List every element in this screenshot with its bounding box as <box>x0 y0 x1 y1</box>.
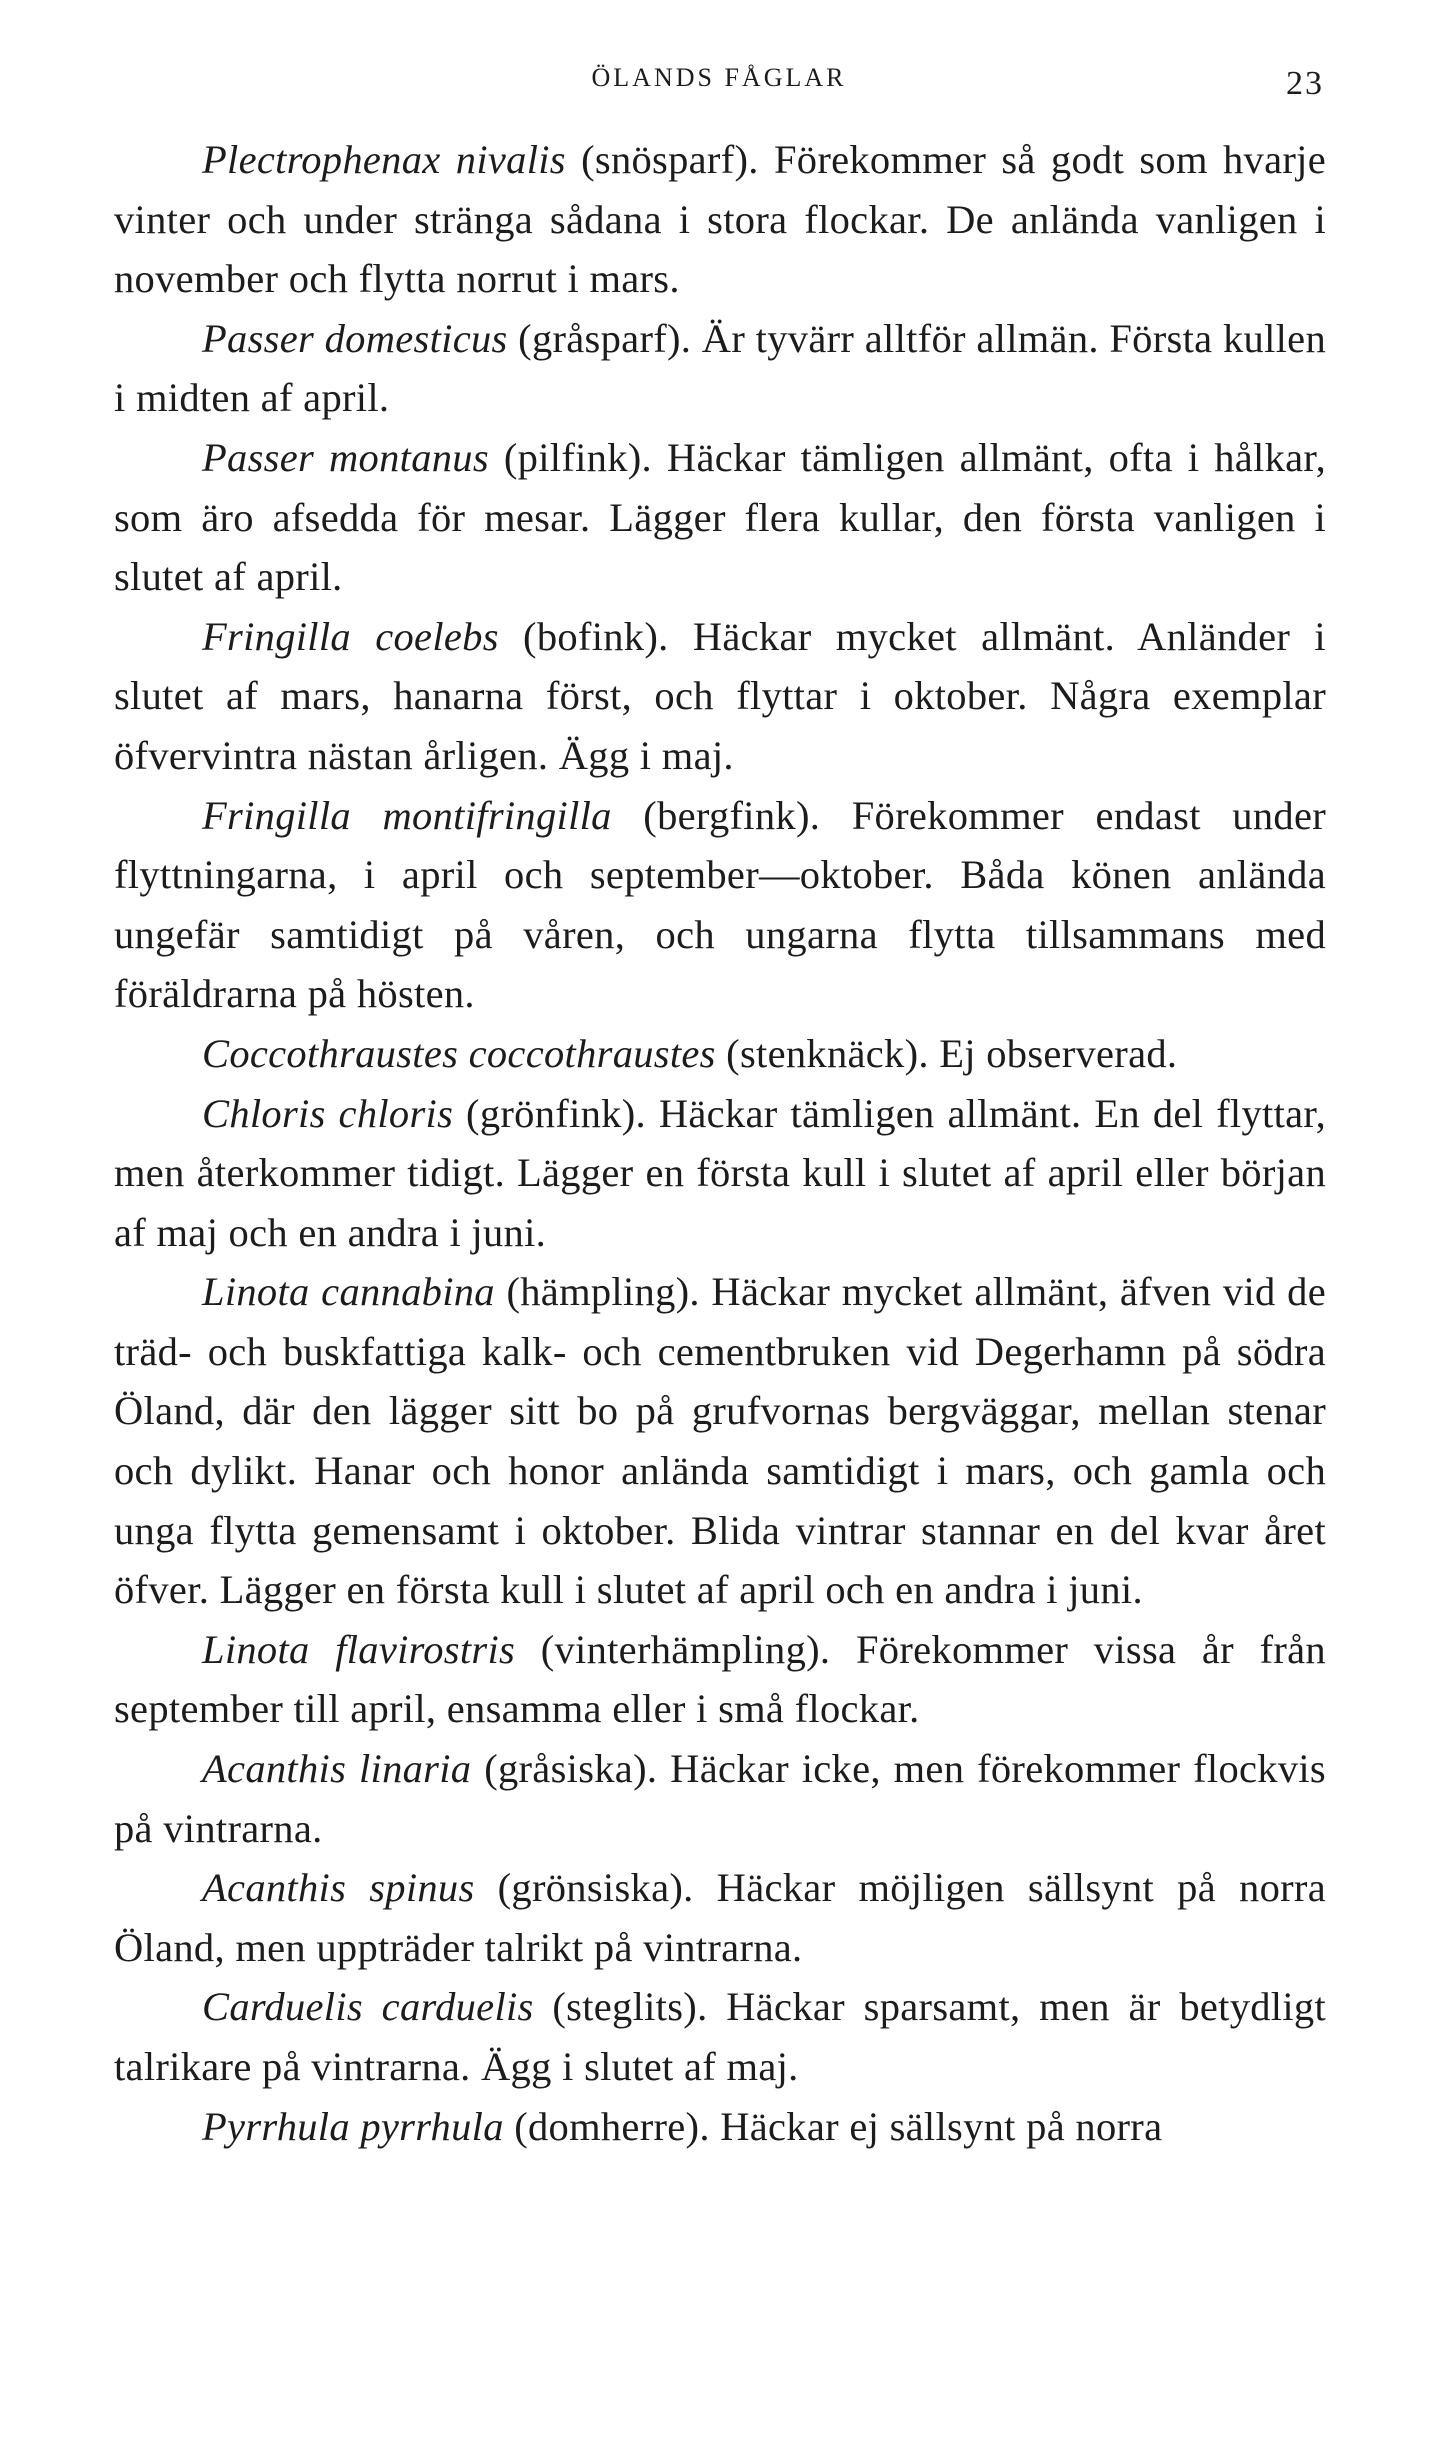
species-description: (hämpling). Häckar mycket allmänt, äfven vid de träd- och buskfattiga kalk- och cementbruken vid Degerhamn på södra Öland, där den lägger sitt bo på grufvornas bergväggar, mellan stenar och dylikt. Hanar och honor anlända samtidigt i mars, och gamla och unga flytta gemensamt i oktober. Blida vintrar stannar en del kvar året öfver. Lägger en första kull i slutet af april och en andra i juni. <box>114 1269 1326 1613</box>
species-name: Passer montanus <box>202 434 489 480</box>
species-name: Passer domesticus <box>202 315 508 361</box>
species-name: Acanthis spinus <box>202 1865 475 1911</box>
species-description: (vinterhämpling). Förekommer vissa år från september till april, ensamma eller i små flockar. <box>114 1626 1326 1732</box>
species-entry <box>114 1739 1326 1858</box>
species-name: Carduelis carduelis <box>202 1984 534 2030</box>
species-name: Acanthis linaria <box>202 1746 472 1792</box>
species-entry <box>114 1620 1326 1739</box>
species-name: Chloris chloris <box>202 1090 454 1136</box>
body-text <box>114 130 1326 2156</box>
running-head <box>0 58 1438 102</box>
species-entry <box>114 1084 1326 1263</box>
running-title: ÖLANDS FÅGLAR <box>591 63 847 92</box>
species-description: (steglits). Häckar sparsamt, men är betydligt talrikare på vintrarna. Ägg i slutet af maj. <box>114 1984 1327 2089</box>
species-description: (stenknäck). Ej observerad. <box>715 1030 1178 1076</box>
species-description: (pilfink). Häckar tämligen allmänt, ofta i hålkar, som äro afsedda för mesar. Lägger flera kullar, den första vanligen i slutet af april. <box>114 434 1326 600</box>
page-number: 23 <box>1286 65 1324 102</box>
species-description: (grönsiska). Häckar möjligen sällsynt på norra Öland, men uppträder talrikt på vintrarna. <box>114 1865 1326 1970</box>
species-name: Plectrophenax nivalis <box>202 137 566 182</box>
species-entry <box>114 428 1326 607</box>
species-entry <box>114 1024 1326 1084</box>
species-name: Linota cannabina <box>202 1269 495 1315</box>
species-entry <box>114 786 1326 1024</box>
species-entry <box>114 130 1326 309</box>
species-description: (gråsiska). Häckar icke, men förekommer flockvis på vintrarna. <box>114 1746 1326 1851</box>
species-name: Fringilla coelebs <box>202 613 499 659</box>
species-entry <box>114 1262 1326 1620</box>
species-entry <box>114 1977 1326 2096</box>
species-name: Pyrrhula pyrrhula <box>202 2103 504 2149</box>
species-name: Linota flavirostris <box>202 1626 516 1672</box>
species-name: Fringilla montifringilla <box>202 792 612 838</box>
species-description: (domherre). Häckar ej sällsynt på norra <box>503 2103 1163 2149</box>
species-entry <box>114 2097 1326 2157</box>
species-description: (snösparf). Förekommer så godt som hvarje vinter och under stränga sådana i stora flockar. De anlända vanligen i november och flytta norrut i mars. <box>114 137 1326 302</box>
species-name: Coccothraustes coccothraustes <box>202 1030 716 1076</box>
species-entry <box>114 309 1326 428</box>
species-description: (gråsparf). Är tyvärr alltför allmän. Första kullen i midten af april. <box>114 315 1327 421</box>
species-description: (bofink). Häckar mycket allmänt. Anländer i slutet af mars, hanarna först, och flyttar i oktober. Några exemplar öfvervintra nästan årligen. Ägg i maj. <box>114 613 1326 778</box>
species-entry <box>114 1858 1326 1977</box>
species-entry <box>114 607 1326 786</box>
species-description: (grönfink). Häckar tämligen allmänt. En del flyttar, men återkommer tidigt. Lägger en första kull i slutet af april eller början af maj och en andra i juni. <box>114 1090 1327 1255</box>
species-description: (bergfink). Förekommer endast under flyttningarna, i april och september—oktober. Båda könen anlända ungefär samtidigt på våren, och ungarna flytta tillsammans med föräldrarna på hösten. <box>114 792 1327 1017</box>
